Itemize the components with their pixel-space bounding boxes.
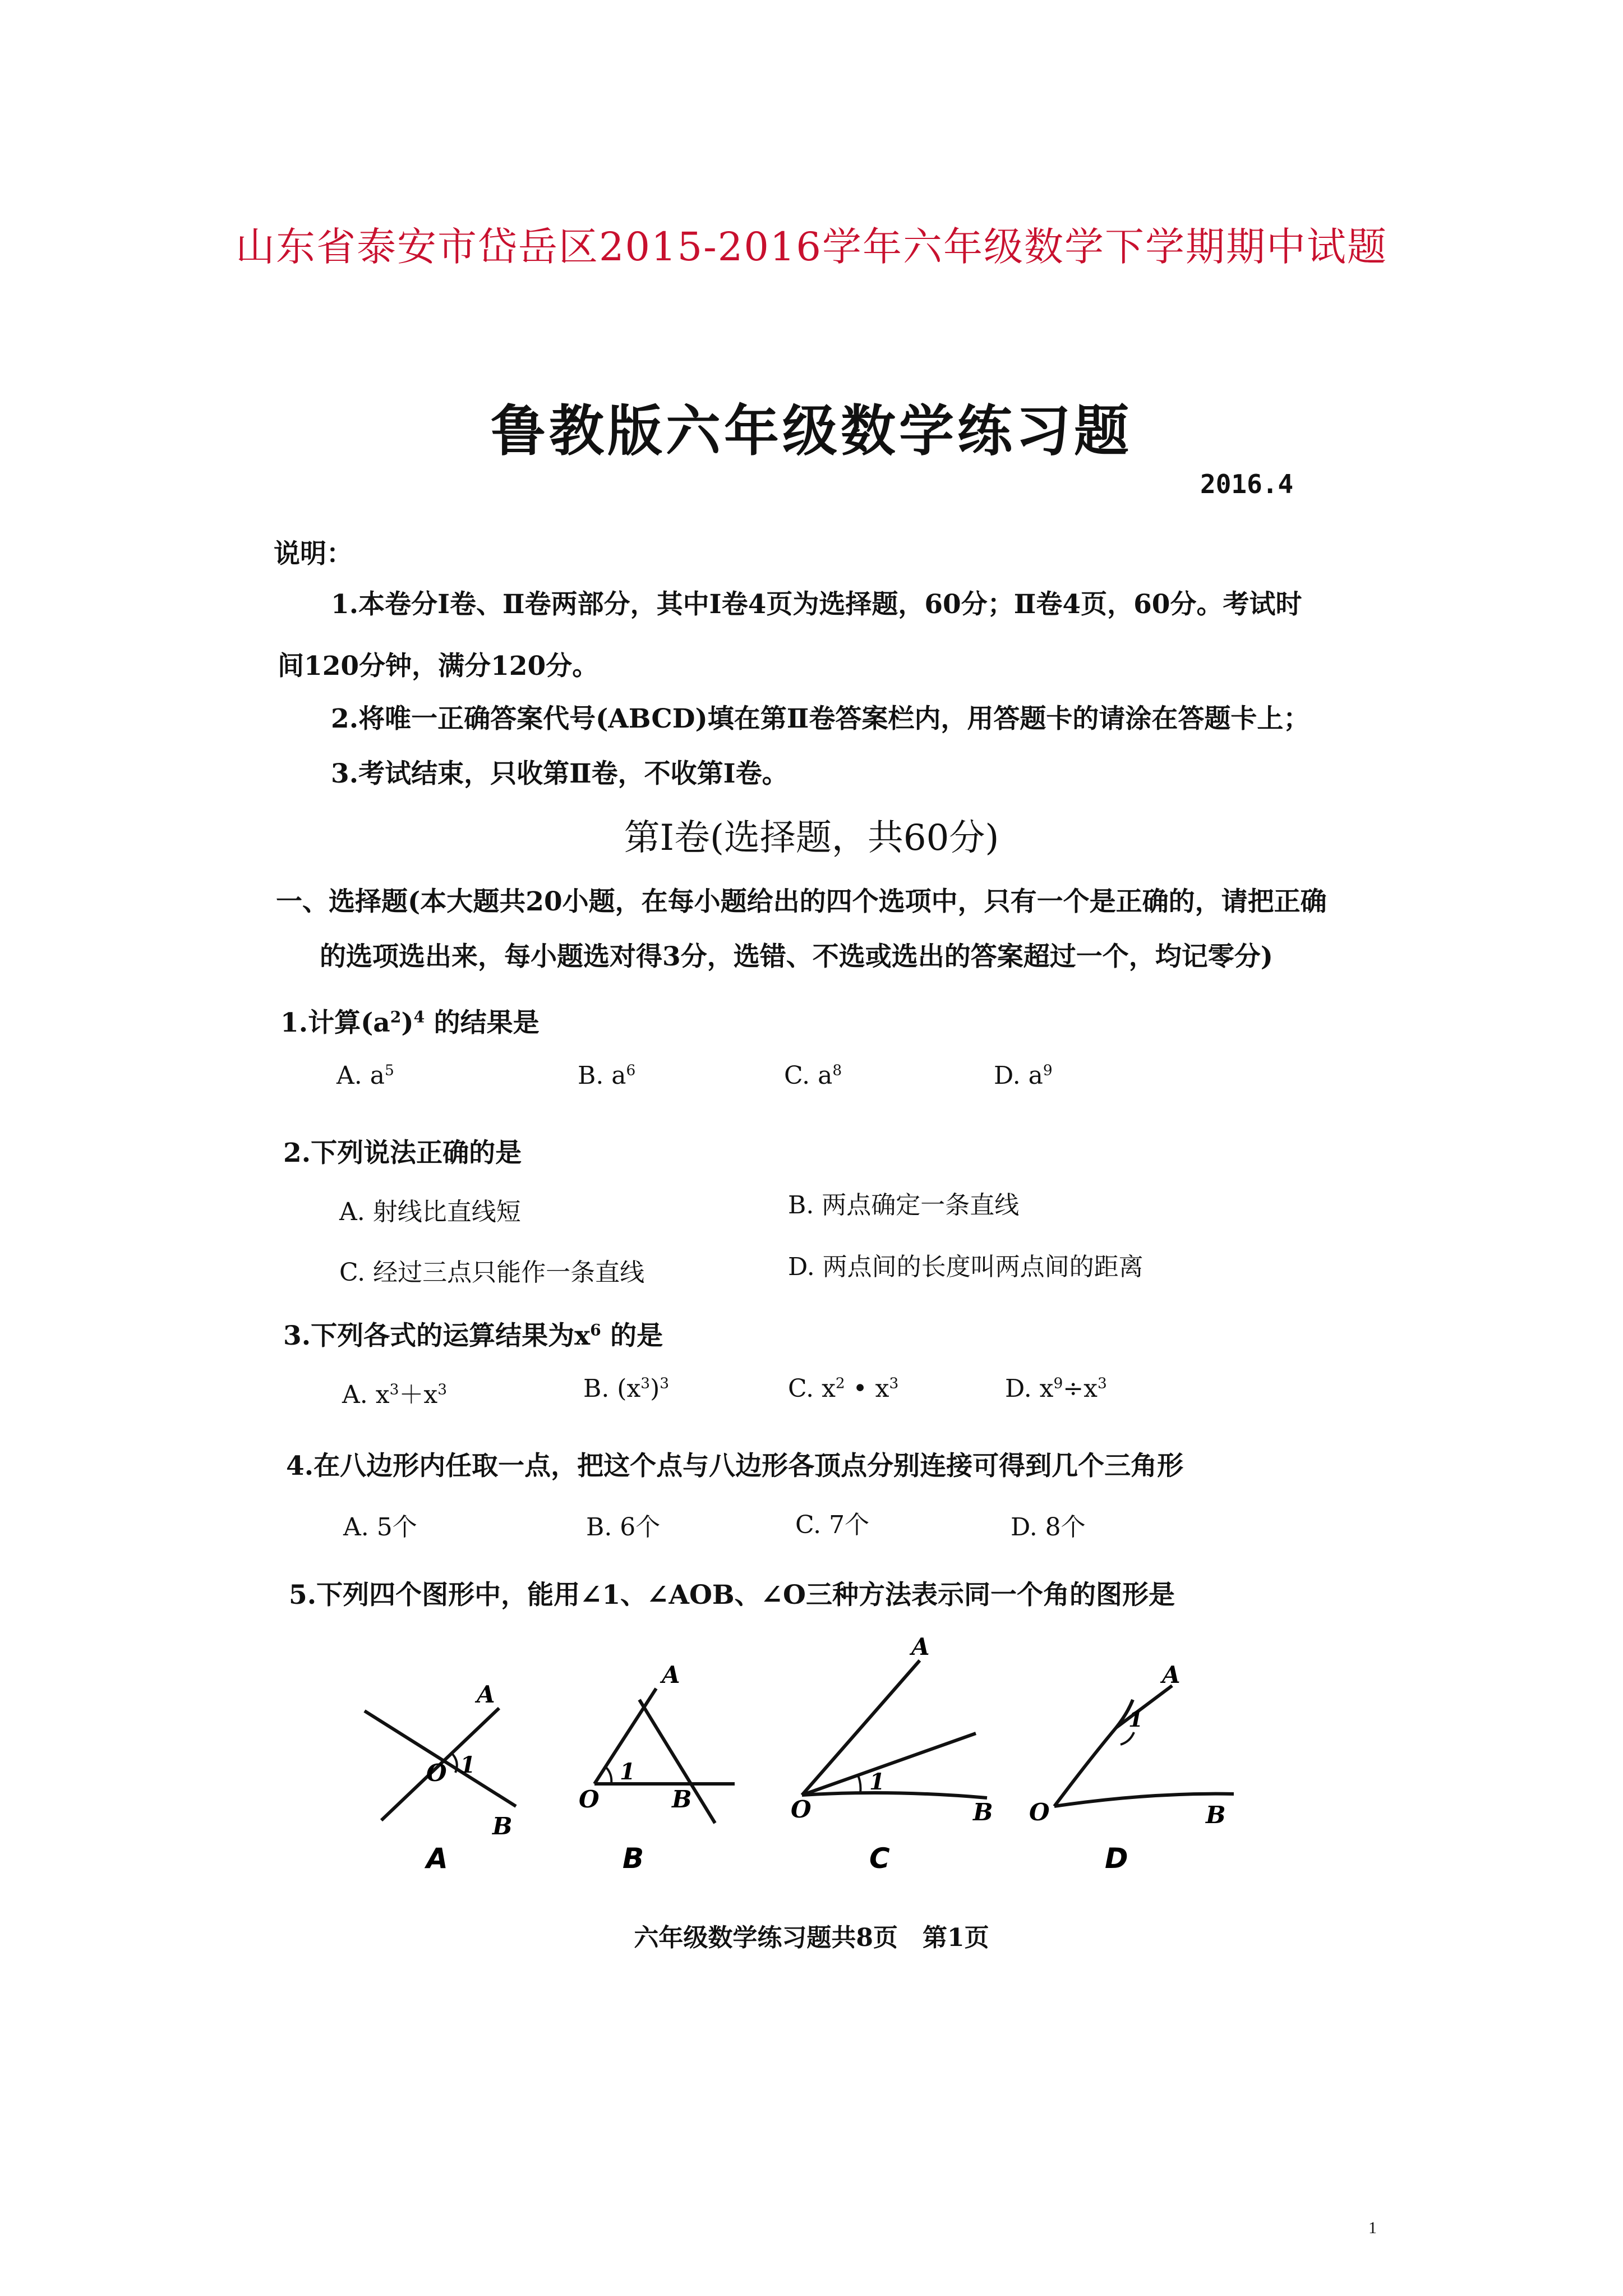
question-1-option-c[interactable]: C. $a^8$ <box>784 1061 842 1090</box>
question-5-stem: 5.下列四个图形中，能用∠1、∠AOB、∠O三种方法表示同一个角的图形是 <box>289 1580 1175 1611</box>
figure-a[interactable] <box>348 1677 550 1874</box>
figure-a-label-1: 1 <box>460 1752 476 1778</box>
figure-b-label-a: A <box>662 1661 680 1688</box>
question-2-option-b[interactable]: B. 两点确定一条直线 <box>788 1191 1020 1220</box>
figure-b[interactable] <box>566 1655 768 1874</box>
section-title: 第Ⅰ卷(选择题，共60分) <box>624 817 999 859</box>
figure-b-label-1: 1 <box>620 1759 635 1785</box>
figure-c-label-o: O <box>791 1796 811 1823</box>
notes-line-3: 3.考试结束，只收第Ⅱ卷，不收第Ⅰ卷。 <box>331 758 789 789</box>
figure-c-caption: C <box>869 1842 890 1874</box>
question-1-stem: 1.计算$(a^2)^4$ 的结果是 <box>280 1007 540 1038</box>
figure-c-angle-arc <box>858 1775 861 1793</box>
question-2-option-d[interactable]: D. 两点间的长度叫两点间的距离 <box>788 1253 1144 1281</box>
figure-a-caption: A <box>426 1842 448 1874</box>
figure-a-angle-arc <box>451 1753 457 1773</box>
figure-d-label-b: B <box>1206 1801 1226 1829</box>
figure-b-angle-arc <box>606 1767 611 1784</box>
question-3-stem: 3.下列各式的运算结果为$x^6$ 的是 <box>283 1320 663 1351</box>
question-1-option-d[interactable]: D. $a^9$ <box>994 1061 1053 1090</box>
question-4-stem: 4.在八边形内任取一点，把这个点与八边形各顶点分别连接可得到几个三角形 <box>286 1451 1184 1481</box>
question-3-option-b[interactable]: B. $(x^3)^3$ <box>583 1374 670 1403</box>
page-footer: 六年级数学练习题共8页 第1页 <box>634 1924 989 1952</box>
exam-title: 鲁教版六年级数学练习题 <box>490 399 1132 463</box>
question-1-option-b[interactable]: B. $a^6$ <box>578 1061 636 1090</box>
question-4-option-d[interactable]: D. 8个 <box>1011 1513 1086 1542</box>
figure-d[interactable] <box>1021 1660 1256 1874</box>
figure-d-caption: D <box>1105 1842 1128 1874</box>
figure-d-curve-oa <box>1054 1700 1133 1806</box>
part1-instructions-line-1: 一、选择题(本大题共20小题，在每小题给出的四个选项中，只有一个是正确的，请把正确 <box>276 886 1327 917</box>
question-2-option-c[interactable]: C. 经过三点只能作一条直线 <box>339 1258 645 1287</box>
figure-d-line-a <box>1116 1686 1172 1728</box>
figure-a-label-b: B <box>492 1812 513 1840</box>
figure-d-label-o: O <box>1029 1798 1050 1826</box>
question-2-option-a[interactable]: A. 射线比直线短 <box>339 1198 521 1226</box>
figure-b-label-b: B <box>672 1786 692 1813</box>
document-source-title: 山东省泰安市岱岳区2015-2016学年六年级数学下学期期中试题 <box>236 224 1387 270</box>
notes-heading: 说明： <box>274 539 353 569</box>
question-3-option-c[interactable]: C. $x^2$ • $x^3$ <box>788 1374 899 1403</box>
question-4-option-b[interactable]: B. 6个 <box>586 1513 661 1542</box>
question-1-option-a[interactable]: A. $a^5$ <box>336 1061 394 1090</box>
figure-c-line-ob <box>802 1793 987 1798</box>
figure-d-label-1: 1 <box>1128 1706 1144 1732</box>
figure-c[interactable] <box>780 1627 1015 1874</box>
question-4-option-a[interactable]: A. 5个 <box>343 1513 417 1542</box>
figure-c-label-1: 1 <box>869 1769 885 1795</box>
question-2-stem: 2.下列说法正确的是 <box>283 1138 522 1168</box>
figure-a-label-o: O <box>426 1759 447 1787</box>
question-3-option-a[interactable]: A. $x^3+x^3$ <box>342 1381 447 1409</box>
notes-line-2: 2.将唯一正确答案代号(ABCD)填在第Ⅱ卷答案栏内，用答题卡的请涂在答题卡上； <box>331 703 1310 734</box>
figure-c-label-b: B <box>973 1798 993 1826</box>
page-number: 1 <box>1368 2219 1377 2237</box>
figure-a-label-a: A <box>477 1681 495 1708</box>
question-4-option-c[interactable]: C. 7个 <box>795 1511 870 1539</box>
figure-d-angle-arc <box>1121 1732 1134 1745</box>
part1-instructions-line-2: 的选项选出来，每小题选对得3分，选错、不选或选出的答案超过一个，均记零分) <box>320 941 1273 972</box>
exam-date: 2016.4 <box>1200 469 1294 499</box>
notes-line-1: 1.本卷分Ⅰ卷、Ⅱ卷两部分，其中Ⅰ卷4页为选择题，60分；Ⅱ卷4页，60分。考试时 <box>331 589 1302 620</box>
figure-b-label-o: O <box>579 1786 600 1813</box>
figure-a-line-ob <box>365 1711 516 1806</box>
question-3-option-d[interactable]: D. $x^9\div x^3$ <box>1005 1374 1107 1403</box>
notes-line-1b: 间120分钟，满分120分。 <box>278 651 599 682</box>
figure-b-caption: B <box>623 1842 644 1874</box>
figure-d-label-a: A <box>1162 1661 1181 1688</box>
figure-c-label-a: A <box>911 1633 930 1660</box>
